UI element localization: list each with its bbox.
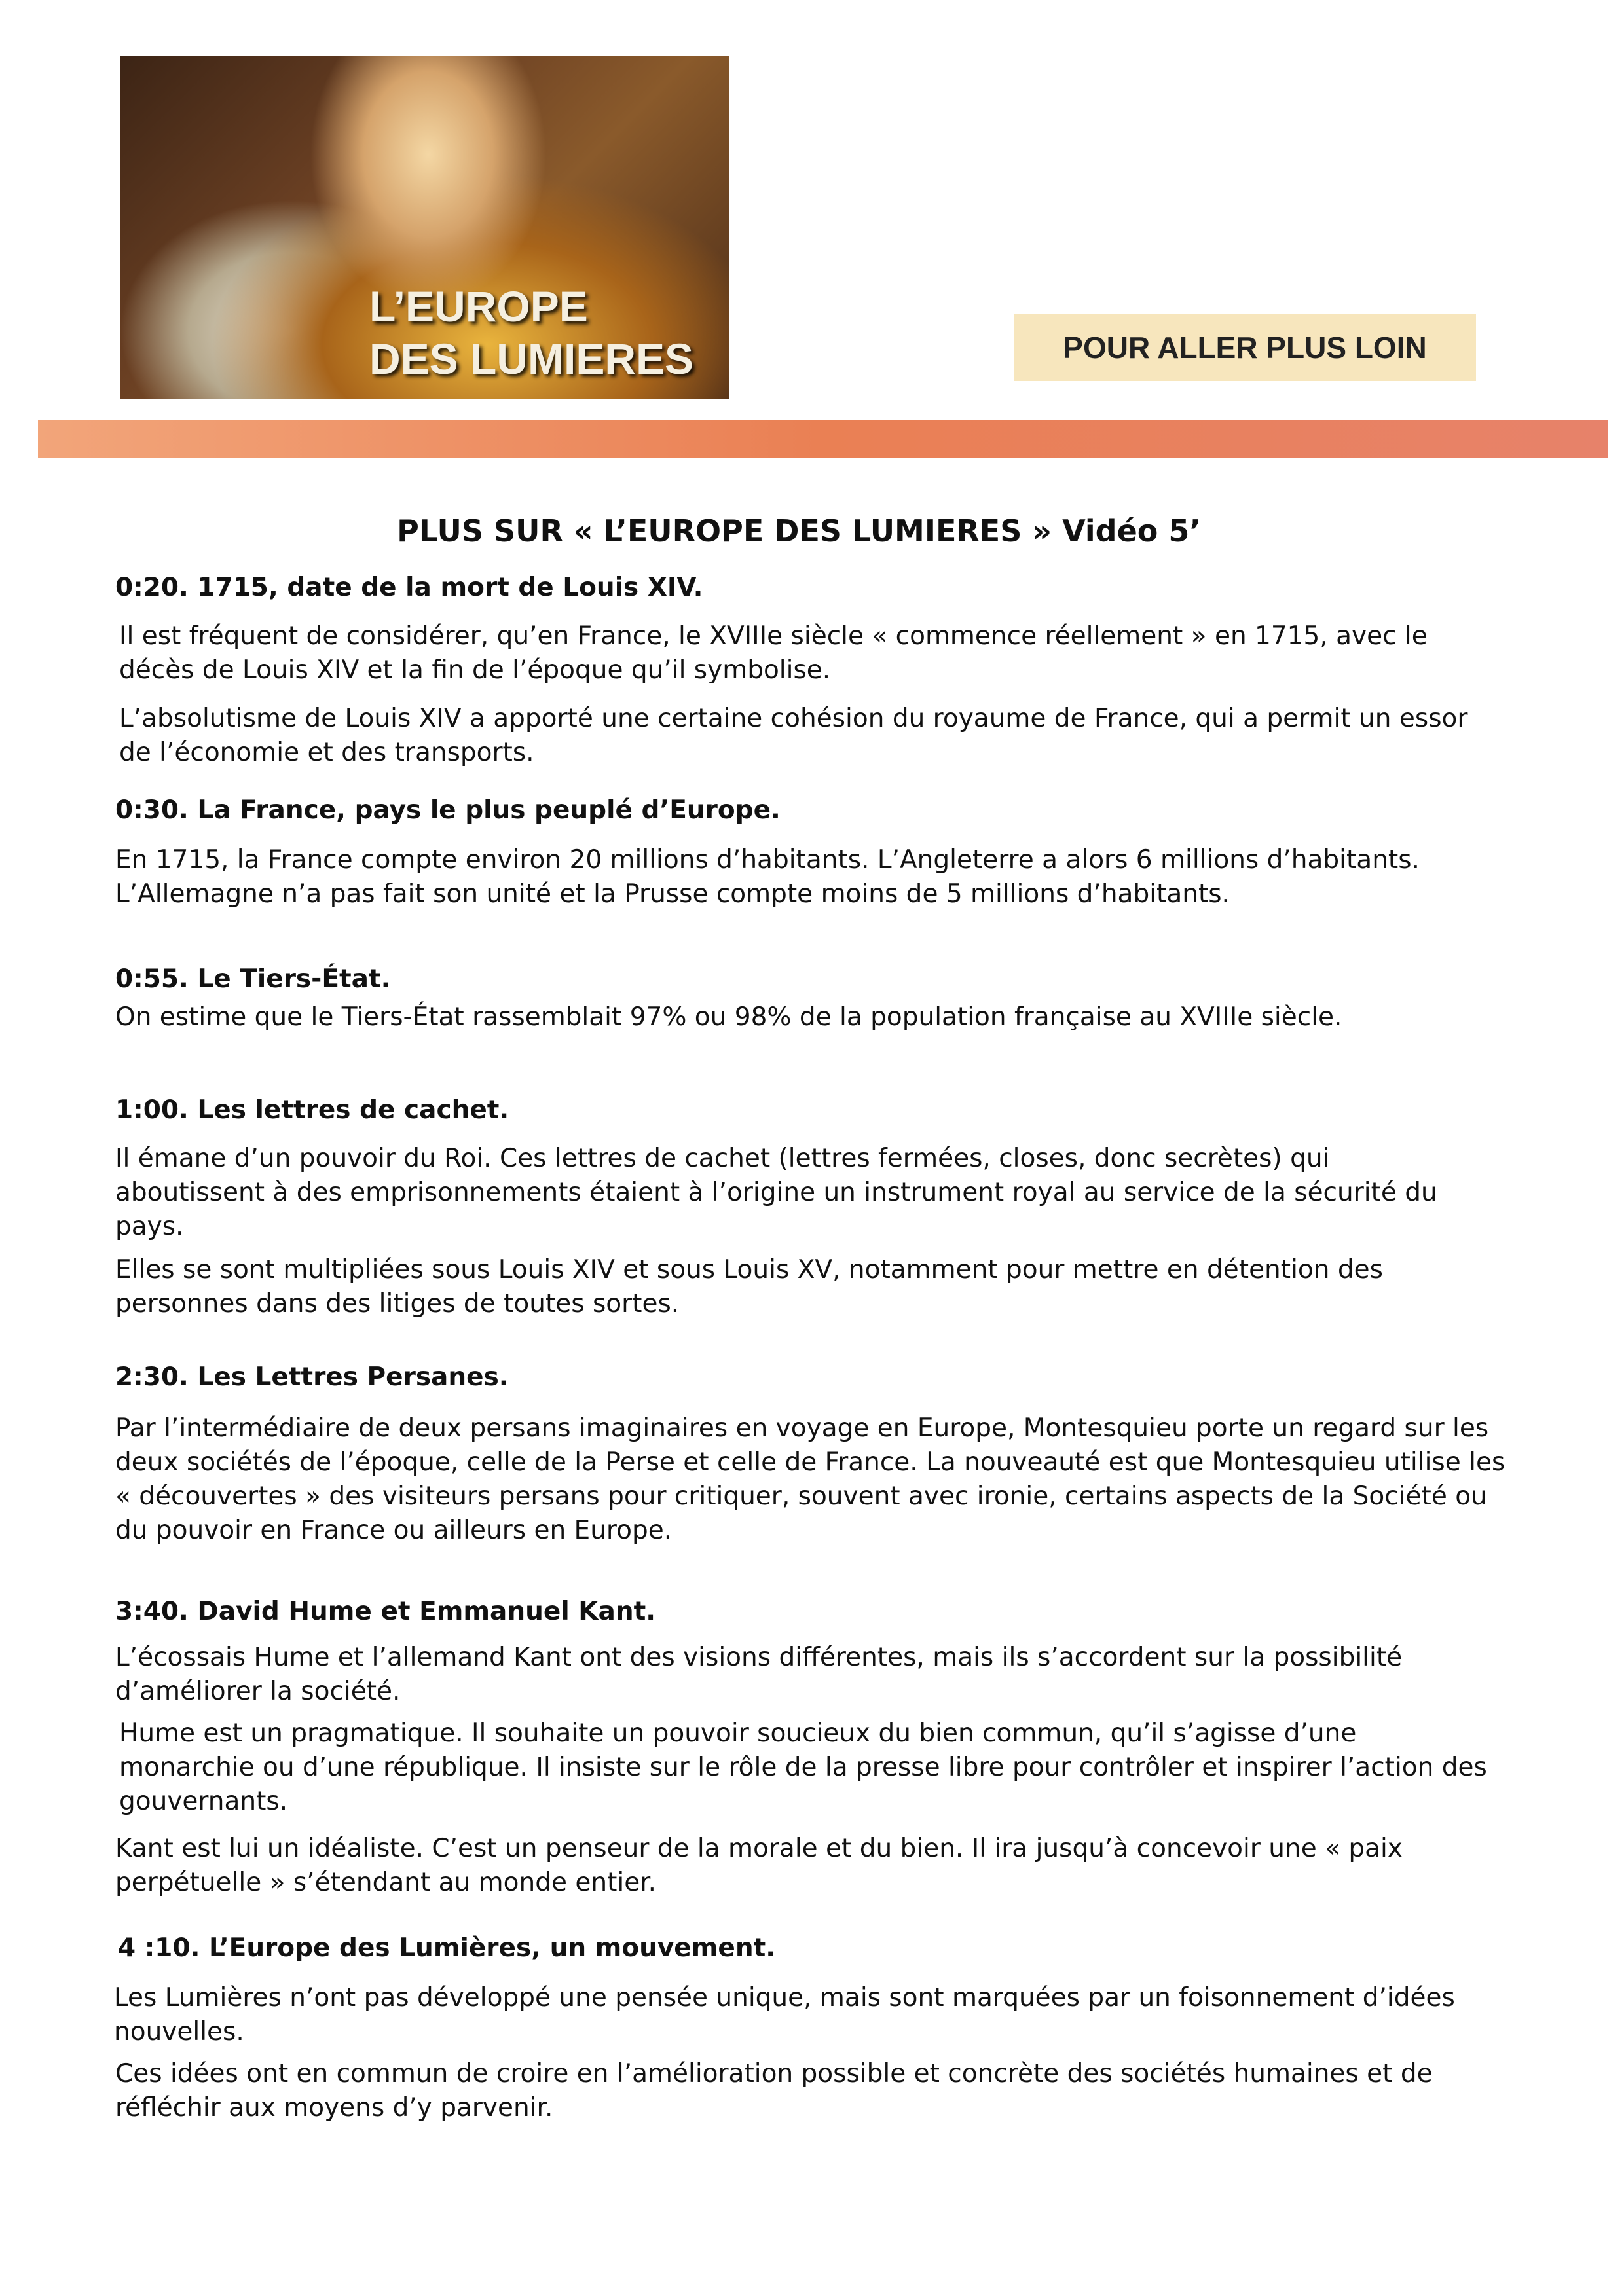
section-3-40-paragraph-3: Kant est lui un idéaliste. C’est un penseur de la morale et du bien. Il ira jusqu’à concevoir une « paix perpétuelle » s’étendant au monde entier. (115, 1834, 1403, 1897)
section-heading-1-00: 1:00. Les lettres de cachet. (115, 1095, 509, 1125)
section-heading-0-55: 0:55. Le Tiers-État. (115, 964, 391, 994)
section-1-00-paragraph-2: Elles se sont multipliées sous Louis XIV et sous Louis XV, notamment pour mettre en détention des personnes dans des litiges de toutes sortes. (115, 1255, 1383, 1319)
section-0-55-paragraph-1: On estime que le Tiers-État rassemblait 97% ou 98% de la population française au XVIIIe siècle. (115, 1002, 1342, 1032)
hero-title (369, 280, 693, 385)
section-3-40-paragraph-2: Hume est un pragmatique. Il souhaite un pouvoir soucieux du bien commun, qu’il s’agisse d’une monarchie ou d’une république. Il insiste sur le rôle de la presse libre pour contrôler et inspirer l’action des gouvernants. (119, 1719, 1487, 1816)
hero-painting-image (120, 56, 729, 399)
section-heading-4-10: 4 :10. L’Europe des Lumières, un mouvement. (118, 1933, 776, 1963)
section-0-30-paragraph-1: En 1715, la France compte environ 20 millions d’habitants. L’Angleterre a alors 6 millions d’habitants. L’Allemagne n’a pas fait son unité et la Prusse compte moins de 5 millions d’habitants. (115, 845, 1420, 909)
hero-title-line-2: DES LUMIERES (369, 335, 694, 383)
orange-divider-bar (38, 420, 1608, 458)
section-heading-3-40: 3:40. David Hume et Emmanuel Kant. (115, 1597, 656, 1626)
section-0-20-paragraph-2: L’absolutisme de Louis XIV a apporté une certaine cohésion du royaume de France, qui a permit un essor de l’économie et des transports. (119, 704, 1468, 767)
pour-aller-plus-loin-badge: POUR ALLER PLUS LOIN (1014, 314, 1476, 381)
section-3-40-paragraph-1: L’écossais Hume et l’allemand Kant ont des visions différentes, mais ils s’accordent sur la possibilité d’améliorer la société. (115, 1643, 1403, 1706)
section-heading-2-30: 2:30. Les Lettres Persanes. (115, 1362, 509, 1392)
page-header (0, 0, 1624, 458)
section-4-10-paragraph-2: Ces idées ont en commun de croire en l’amélioration possible et concrète des sociétés humaines et de réfléchir aux moyens d’y parvenir. (115, 2059, 1433, 2123)
section-0-20-paragraph-1: Il est fréquent de considérer, qu’en France, le XVIIIe siècle « commence réellement » en 1715, avec le décès de Louis XIV et la fin de l’époque qu’il symbolise. (119, 621, 1428, 685)
hero-title-line-1: L’EUROPE (369, 282, 588, 331)
section-2-30-paragraph-1: Par l’intermédiaire de deux persans imaginaires en voyage en Europe, Montesquieu porte un regard sur les deux sociétés de l’époque, celle de la Perse et celle de France. La nouveauté est que Montesquieu utilise les « découvertes » des visiteurs persans pour critiquer, souvent avec ironie, certains aspects de la Société ou du pouvoir en France ou ailleurs en Europe. (115, 1413, 1505, 1545)
section-heading-0-30: 0:30. La France, pays le plus peuplé d’Europe. (115, 795, 781, 825)
section-heading-0-20: 0:20. 1715, date de la mort de Louis XIV. (115, 573, 703, 602)
section-4-10-paragraph-1: Les Lumières n’ont pas développé une pensée unique, mais sont marquées par un foisonnement d’idées nouvelles. (114, 1983, 1455, 2047)
page-title: PLUS SUR « L’EUROPE DES LUMIERES » Vidéo 5’ (397, 513, 1201, 549)
section-1-00-paragraph-1: Il émane d’un pouvoir du Roi. Ces lettres de cachet (lettres fermées, closes, donc secrètes) qui aboutissent à des emprisonnements étaient à l’origine un instrument royal au service de la sécurité du pays. (115, 1144, 1437, 1241)
